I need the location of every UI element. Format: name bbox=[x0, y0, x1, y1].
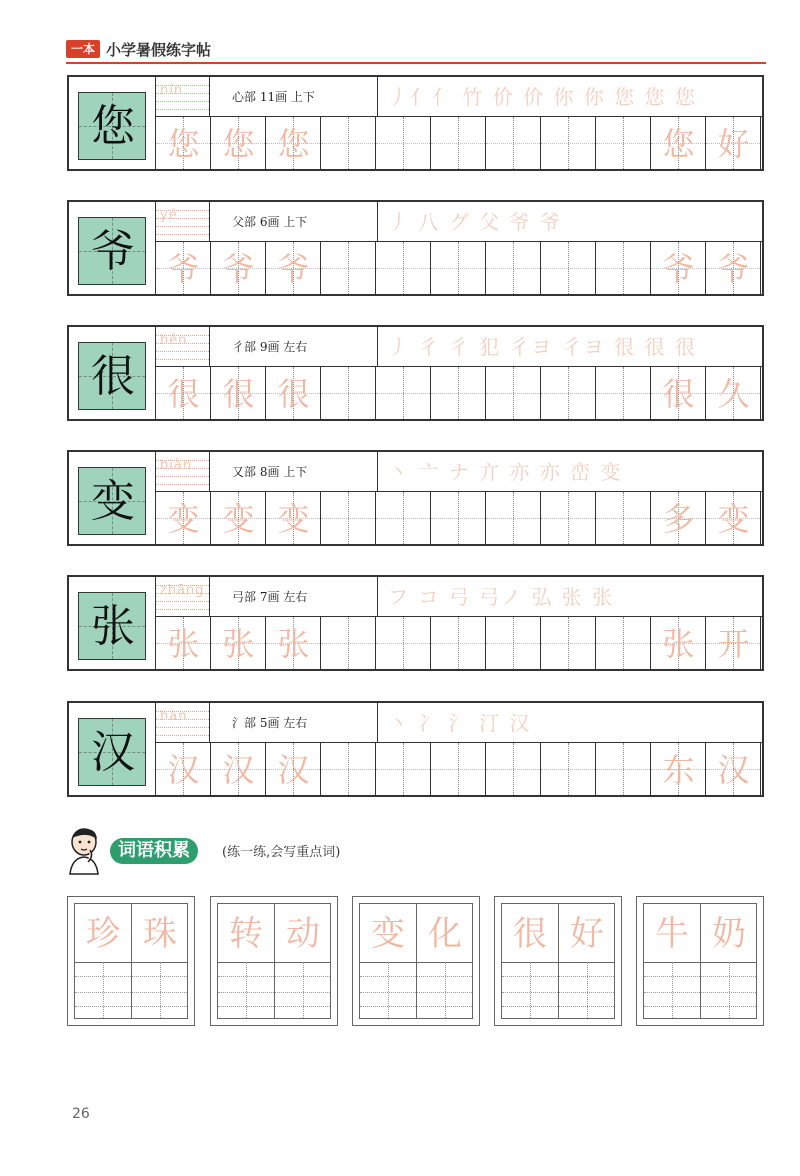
practice-cell[interactable] bbox=[651, 492, 706, 544]
practice-cell[interactable] bbox=[376, 617, 431, 669]
practice-row bbox=[155, 492, 762, 544]
vocab-trace-character: 珍 bbox=[86, 914, 120, 954]
practice-cell[interactable] bbox=[431, 242, 486, 294]
trace-character: 您 bbox=[277, 125, 310, 163]
model-character: 很 bbox=[91, 351, 135, 402]
vocab-trace-character: 动 bbox=[286, 914, 320, 954]
practice-cell[interactable] bbox=[541, 743, 596, 795]
trace-character: 很 bbox=[222, 375, 255, 413]
trace-character: 好 bbox=[717, 125, 750, 163]
practice-row bbox=[155, 743, 762, 795]
practice-row bbox=[155, 242, 762, 294]
practice-cell[interactable] bbox=[211, 743, 266, 795]
practice-cell[interactable] bbox=[321, 242, 376, 294]
stroke-order: 丿亻亻 竹 价 价 你 你 您 您 您 bbox=[388, 85, 697, 109]
vocab-trace-character: 转 bbox=[229, 914, 263, 954]
practice-cell[interactable] bbox=[156, 242, 211, 294]
model-character-box bbox=[78, 467, 146, 535]
vocab-note: (练一练,会写重点词) bbox=[222, 845, 341, 860]
trace-character: 东 bbox=[662, 751, 695, 789]
character-block bbox=[67, 75, 764, 171]
practice-cell[interactable] bbox=[266, 743, 321, 795]
header bbox=[66, 38, 211, 60]
trace-character: 您 bbox=[222, 125, 255, 163]
radical-stroke-info: 又部 8画 上下 bbox=[210, 452, 378, 492]
practice-cell[interactable] bbox=[376, 743, 431, 795]
practice-cell[interactable] bbox=[651, 367, 706, 419]
model-character: 爷 bbox=[91, 226, 135, 277]
pinyin-box bbox=[156, 452, 210, 492]
vocab-trace-character: 牛 bbox=[655, 914, 689, 954]
practice-cell[interactable] bbox=[211, 492, 266, 544]
practice-cell[interactable] bbox=[541, 242, 596, 294]
practice-cell[interactable] bbox=[266, 367, 321, 419]
vocab-trace-character: 好 bbox=[570, 914, 604, 954]
trace-character: 爷 bbox=[717, 250, 750, 288]
vocab-trace-character: 化 bbox=[428, 914, 462, 954]
model-character: 变 bbox=[91, 476, 135, 527]
practice-cell[interactable] bbox=[596, 242, 651, 294]
trace-character: 张 bbox=[222, 625, 255, 663]
practice-cell[interactable] bbox=[321, 617, 376, 669]
trace-character: 多 bbox=[662, 500, 695, 538]
practice-cell[interactable] bbox=[651, 242, 706, 294]
practice-cell[interactable] bbox=[431, 743, 486, 795]
practice-row bbox=[155, 367, 762, 419]
vocab-trace-character: 变 bbox=[371, 914, 405, 954]
pinyin-box bbox=[156, 703, 210, 743]
practice-cell[interactable] bbox=[596, 492, 651, 544]
radical-stroke-info: 弓部 7画 左右 bbox=[210, 577, 378, 617]
practice-cell[interactable] bbox=[706, 367, 761, 419]
trace-character: 爷 bbox=[222, 250, 255, 288]
vocab-word-box[interactable] bbox=[636, 896, 764, 1026]
practice-cell[interactable] bbox=[706, 242, 761, 294]
practice-cell[interactable] bbox=[651, 743, 706, 795]
trace-character: 久 bbox=[717, 375, 750, 413]
character-block bbox=[67, 701, 764, 797]
practice-cell[interactable] bbox=[651, 117, 706, 169]
pinyin-trace: zhāng bbox=[160, 583, 205, 598]
vocab-title: 词语积累 bbox=[110, 838, 198, 864]
model-character-box bbox=[78, 718, 146, 786]
practice-cell[interactable] bbox=[706, 617, 761, 669]
practice-cell[interactable] bbox=[156, 117, 211, 169]
practice-cell[interactable] bbox=[596, 367, 651, 419]
vocab-trace-character: 奶 bbox=[712, 914, 746, 954]
practice-cell[interactable] bbox=[376, 367, 431, 419]
character-info-row bbox=[155, 77, 762, 117]
trace-character: 爷 bbox=[662, 250, 695, 288]
practice-cell[interactable] bbox=[651, 617, 706, 669]
header-badge: 一本 bbox=[66, 40, 100, 58]
trace-character: 开 bbox=[717, 625, 750, 663]
character-info-row bbox=[155, 703, 762, 743]
trace-character: 汉 bbox=[717, 751, 750, 789]
practice-cell[interactable] bbox=[211, 367, 266, 419]
practice-cell[interactable] bbox=[486, 367, 541, 419]
character-block bbox=[67, 325, 764, 421]
practice-cell[interactable] bbox=[156, 617, 211, 669]
model-character: 您 bbox=[91, 101, 135, 152]
model-character: 汉 bbox=[91, 727, 135, 778]
pinyin-box bbox=[156, 202, 210, 242]
stroke-order: 丿 彳 彳 犯 彳ヨ 彳ヨ 很 很 很 bbox=[388, 335, 697, 359]
character-info-row bbox=[155, 577, 762, 617]
stroke-order: フ コ 弓 弓ノ 弘 张 张 bbox=[388, 585, 615, 609]
trace-character: 很 bbox=[662, 375, 695, 413]
trace-character: 很 bbox=[277, 375, 310, 413]
practice-cell[interactable] bbox=[541, 367, 596, 419]
trace-character: 变 bbox=[167, 500, 200, 538]
practice-row bbox=[155, 617, 762, 669]
practice-cell[interactable] bbox=[211, 242, 266, 294]
trace-character: 张 bbox=[662, 625, 695, 663]
trace-character: 您 bbox=[167, 125, 200, 163]
practice-cell[interactable] bbox=[321, 117, 376, 169]
practice-cell[interactable] bbox=[156, 492, 211, 544]
pinyin-trace: hàn bbox=[160, 709, 188, 724]
practice-cell[interactable] bbox=[431, 617, 486, 669]
page-number: 26 bbox=[72, 1106, 90, 1122]
pinyin-trace: yé bbox=[160, 208, 178, 223]
header-divider bbox=[66, 62, 766, 64]
trace-character: 爷 bbox=[167, 250, 200, 288]
practice-cell[interactable] bbox=[486, 492, 541, 544]
practice-cell[interactable] bbox=[321, 367, 376, 419]
practice-cell[interactable] bbox=[486, 117, 541, 169]
trace-character: 很 bbox=[167, 375, 200, 413]
model-character-box bbox=[78, 217, 146, 285]
trace-character: 汉 bbox=[167, 751, 200, 789]
radical-stroke-info: 父部 6画 上下 bbox=[210, 202, 378, 242]
practice-cell[interactable] bbox=[596, 743, 651, 795]
practice-cell[interactable] bbox=[486, 242, 541, 294]
practice-cell[interactable] bbox=[596, 117, 651, 169]
pinyin-box bbox=[156, 327, 210, 367]
practice-cell[interactable] bbox=[266, 617, 321, 669]
pinyin-trace: hěn bbox=[160, 333, 188, 348]
trace-character: 汉 bbox=[277, 751, 310, 789]
radical-stroke-info: 氵部 5画 左右 bbox=[210, 703, 378, 743]
model-character-box bbox=[78, 592, 146, 660]
practice-cell[interactable] bbox=[211, 117, 266, 169]
character-info-row bbox=[155, 202, 762, 242]
trace-character: 您 bbox=[662, 125, 695, 163]
practice-cell[interactable] bbox=[376, 117, 431, 169]
practice-cell[interactable] bbox=[431, 367, 486, 419]
practice-cell[interactable] bbox=[266, 242, 321, 294]
trace-character: 爷 bbox=[277, 250, 310, 288]
practice-cell[interactable] bbox=[266, 117, 321, 169]
trace-character: 变 bbox=[277, 500, 310, 538]
vocab-word-box[interactable] bbox=[494, 896, 622, 1026]
practice-cell[interactable] bbox=[486, 617, 541, 669]
practice-cell[interactable] bbox=[541, 492, 596, 544]
pinyin-trace: biàn bbox=[160, 458, 193, 473]
boy-thinking-icon bbox=[64, 826, 108, 876]
radical-stroke-info: 心部 11画 上下 bbox=[210, 77, 378, 117]
model-character-box bbox=[78, 342, 146, 410]
trace-character: 变 bbox=[717, 500, 750, 538]
practice-cell[interactable] bbox=[706, 117, 761, 169]
practice-cell[interactable] bbox=[431, 492, 486, 544]
vocab-trace-character: 珠 bbox=[143, 914, 177, 954]
trace-character: 变 bbox=[222, 500, 255, 538]
vocab-trace-character: 很 bbox=[513, 914, 547, 954]
practice-cell[interactable] bbox=[541, 117, 596, 169]
trace-character: 张 bbox=[277, 625, 310, 663]
book-title: 小学暑假练字帖 bbox=[106, 40, 212, 59]
radical-stroke-info: 彳部 9画 左右 bbox=[210, 327, 378, 367]
practice-cell[interactable] bbox=[431, 117, 486, 169]
vocab-word-box[interactable] bbox=[210, 896, 338, 1026]
pinyin-trace: nín bbox=[160, 83, 184, 98]
pinyin-box bbox=[156, 577, 210, 617]
character-info-row bbox=[155, 452, 762, 492]
character-block bbox=[67, 450, 764, 546]
character-block bbox=[67, 575, 764, 671]
practice-cell[interactable] bbox=[706, 492, 761, 544]
practice-cell[interactable] bbox=[376, 492, 431, 544]
vocab-word-box[interactable] bbox=[352, 896, 480, 1026]
practice-cell[interactable] bbox=[596, 617, 651, 669]
model-character-box bbox=[78, 92, 146, 160]
practice-cell[interactable] bbox=[321, 743, 376, 795]
pinyin-box bbox=[156, 77, 210, 117]
stroke-order: 丶 冫 氵 汀 汉 bbox=[388, 711, 532, 735]
practice-cell[interactable] bbox=[541, 617, 596, 669]
practice-cell[interactable] bbox=[321, 492, 376, 544]
stroke-order: 丶 亠 ナ 亣 亦 亦 峦 变 bbox=[388, 460, 623, 484]
vocab-word-box[interactable] bbox=[67, 896, 195, 1026]
character-info-row bbox=[155, 327, 762, 367]
character-block bbox=[67, 200, 764, 296]
model-character: 张 bbox=[91, 601, 135, 652]
practice-cell[interactable] bbox=[211, 617, 266, 669]
practice-row bbox=[155, 117, 762, 169]
practice-cell[interactable] bbox=[706, 743, 761, 795]
practice-cell[interactable] bbox=[156, 743, 211, 795]
practice-cell[interactable] bbox=[266, 492, 321, 544]
trace-character: 张 bbox=[167, 625, 200, 663]
stroke-order: 丿 八 グ 父 爷 爷 bbox=[388, 210, 562, 234]
practice-cell[interactable] bbox=[156, 367, 211, 419]
practice-cell[interactable] bbox=[486, 743, 541, 795]
trace-character: 汉 bbox=[222, 751, 255, 789]
practice-cell[interactable] bbox=[376, 242, 431, 294]
